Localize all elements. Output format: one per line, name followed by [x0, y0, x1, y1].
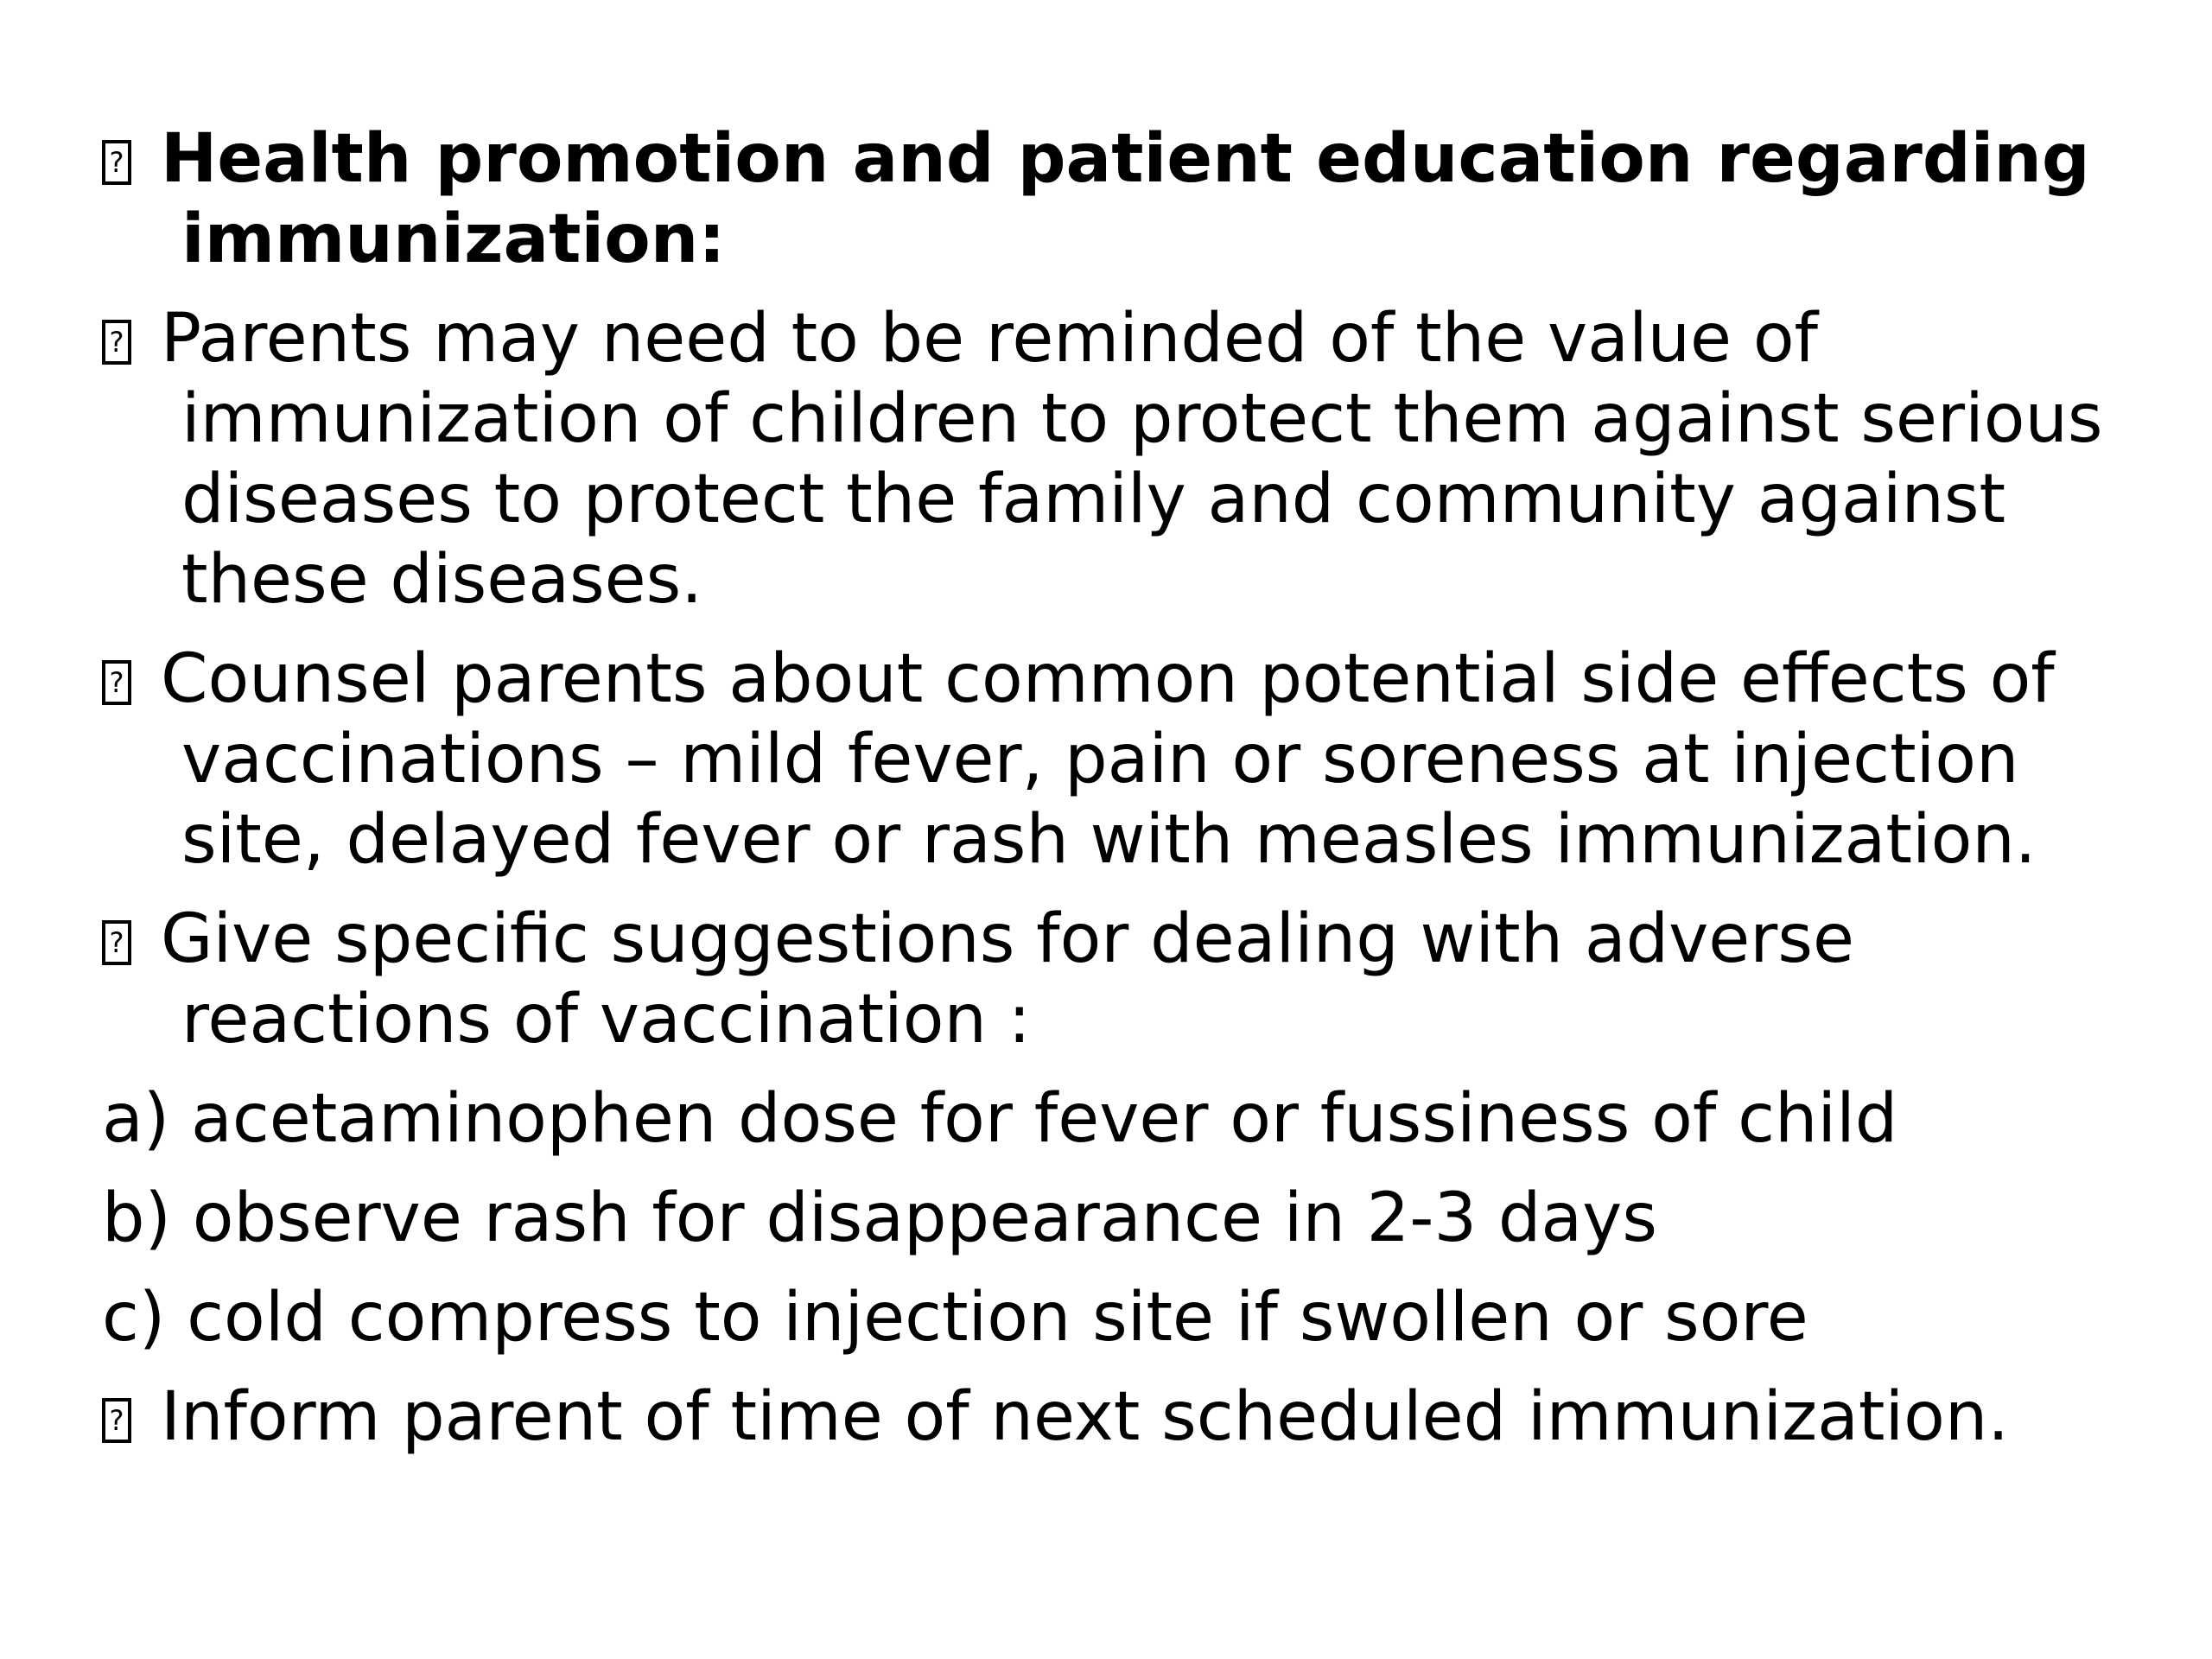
bullet-text [161, 639, 2055, 880]
bullet-line: Give specific suggestions for dealing with adverse [161, 900, 1854, 978]
bullet-line: reactions of vaccination : [181, 981, 1031, 1058]
bullet-parents-reminder [102, 299, 2158, 620]
heading-bullet [102, 119, 2158, 280]
bullet-line: Inform parent of time of next scheduled immunization. [161, 1378, 2010, 1456]
list-item-c [102, 1278, 2158, 1358]
bullet-line: diseases to protect the family and community against [181, 461, 2006, 538]
bullet-text [161, 1377, 2009, 1458]
list-item-b [102, 1179, 2158, 1259]
missing-glyph-icon [102, 920, 131, 965]
bullet-counsel-side-effects [102, 639, 2158, 880]
list-item-a [102, 1079, 2158, 1160]
bullet-line: Counsel parents about common potential side effects of [161, 640, 2055, 718]
bullet-text [161, 899, 1854, 1060]
list-item-text: b) observe rash for disappearance in 2-3 days [102, 1179, 1657, 1257]
missing-glyph-icon [102, 140, 131, 185]
heading-text [161, 119, 2090, 280]
missing-glyph-icon [102, 1398, 131, 1443]
list-item-text: c) cold compress to injection site if swollen or sore [102, 1279, 1808, 1357]
missing-glyph-icon [102, 660, 131, 705]
bullet-line: immunization of children to protect them against serious [181, 380, 2103, 458]
slide-content [102, 119, 2158, 1477]
bullet-text [161, 299, 2103, 620]
bullet-line: vaccinations – mild fever, pain or soreness at injection [181, 721, 2019, 798]
bullet-line: these diseases. [181, 541, 703, 619]
list-item-text: a) acetaminophen dose for fever or fussiness of child [102, 1080, 1898, 1158]
bullet-adverse-reactions [102, 899, 2158, 1060]
bullet-line: site, delayed fever or rash with measles immunization. [181, 801, 2037, 879]
heading-line-2: immunization: [181, 200, 726, 278]
missing-glyph-icon [102, 320, 131, 365]
bullet-line: Parents may need to be reminded of the value of [161, 300, 1819, 378]
bullet-next-immunization [102, 1377, 2158, 1458]
heading-line-1: Health promotion and patient education regarding [161, 120, 2090, 198]
